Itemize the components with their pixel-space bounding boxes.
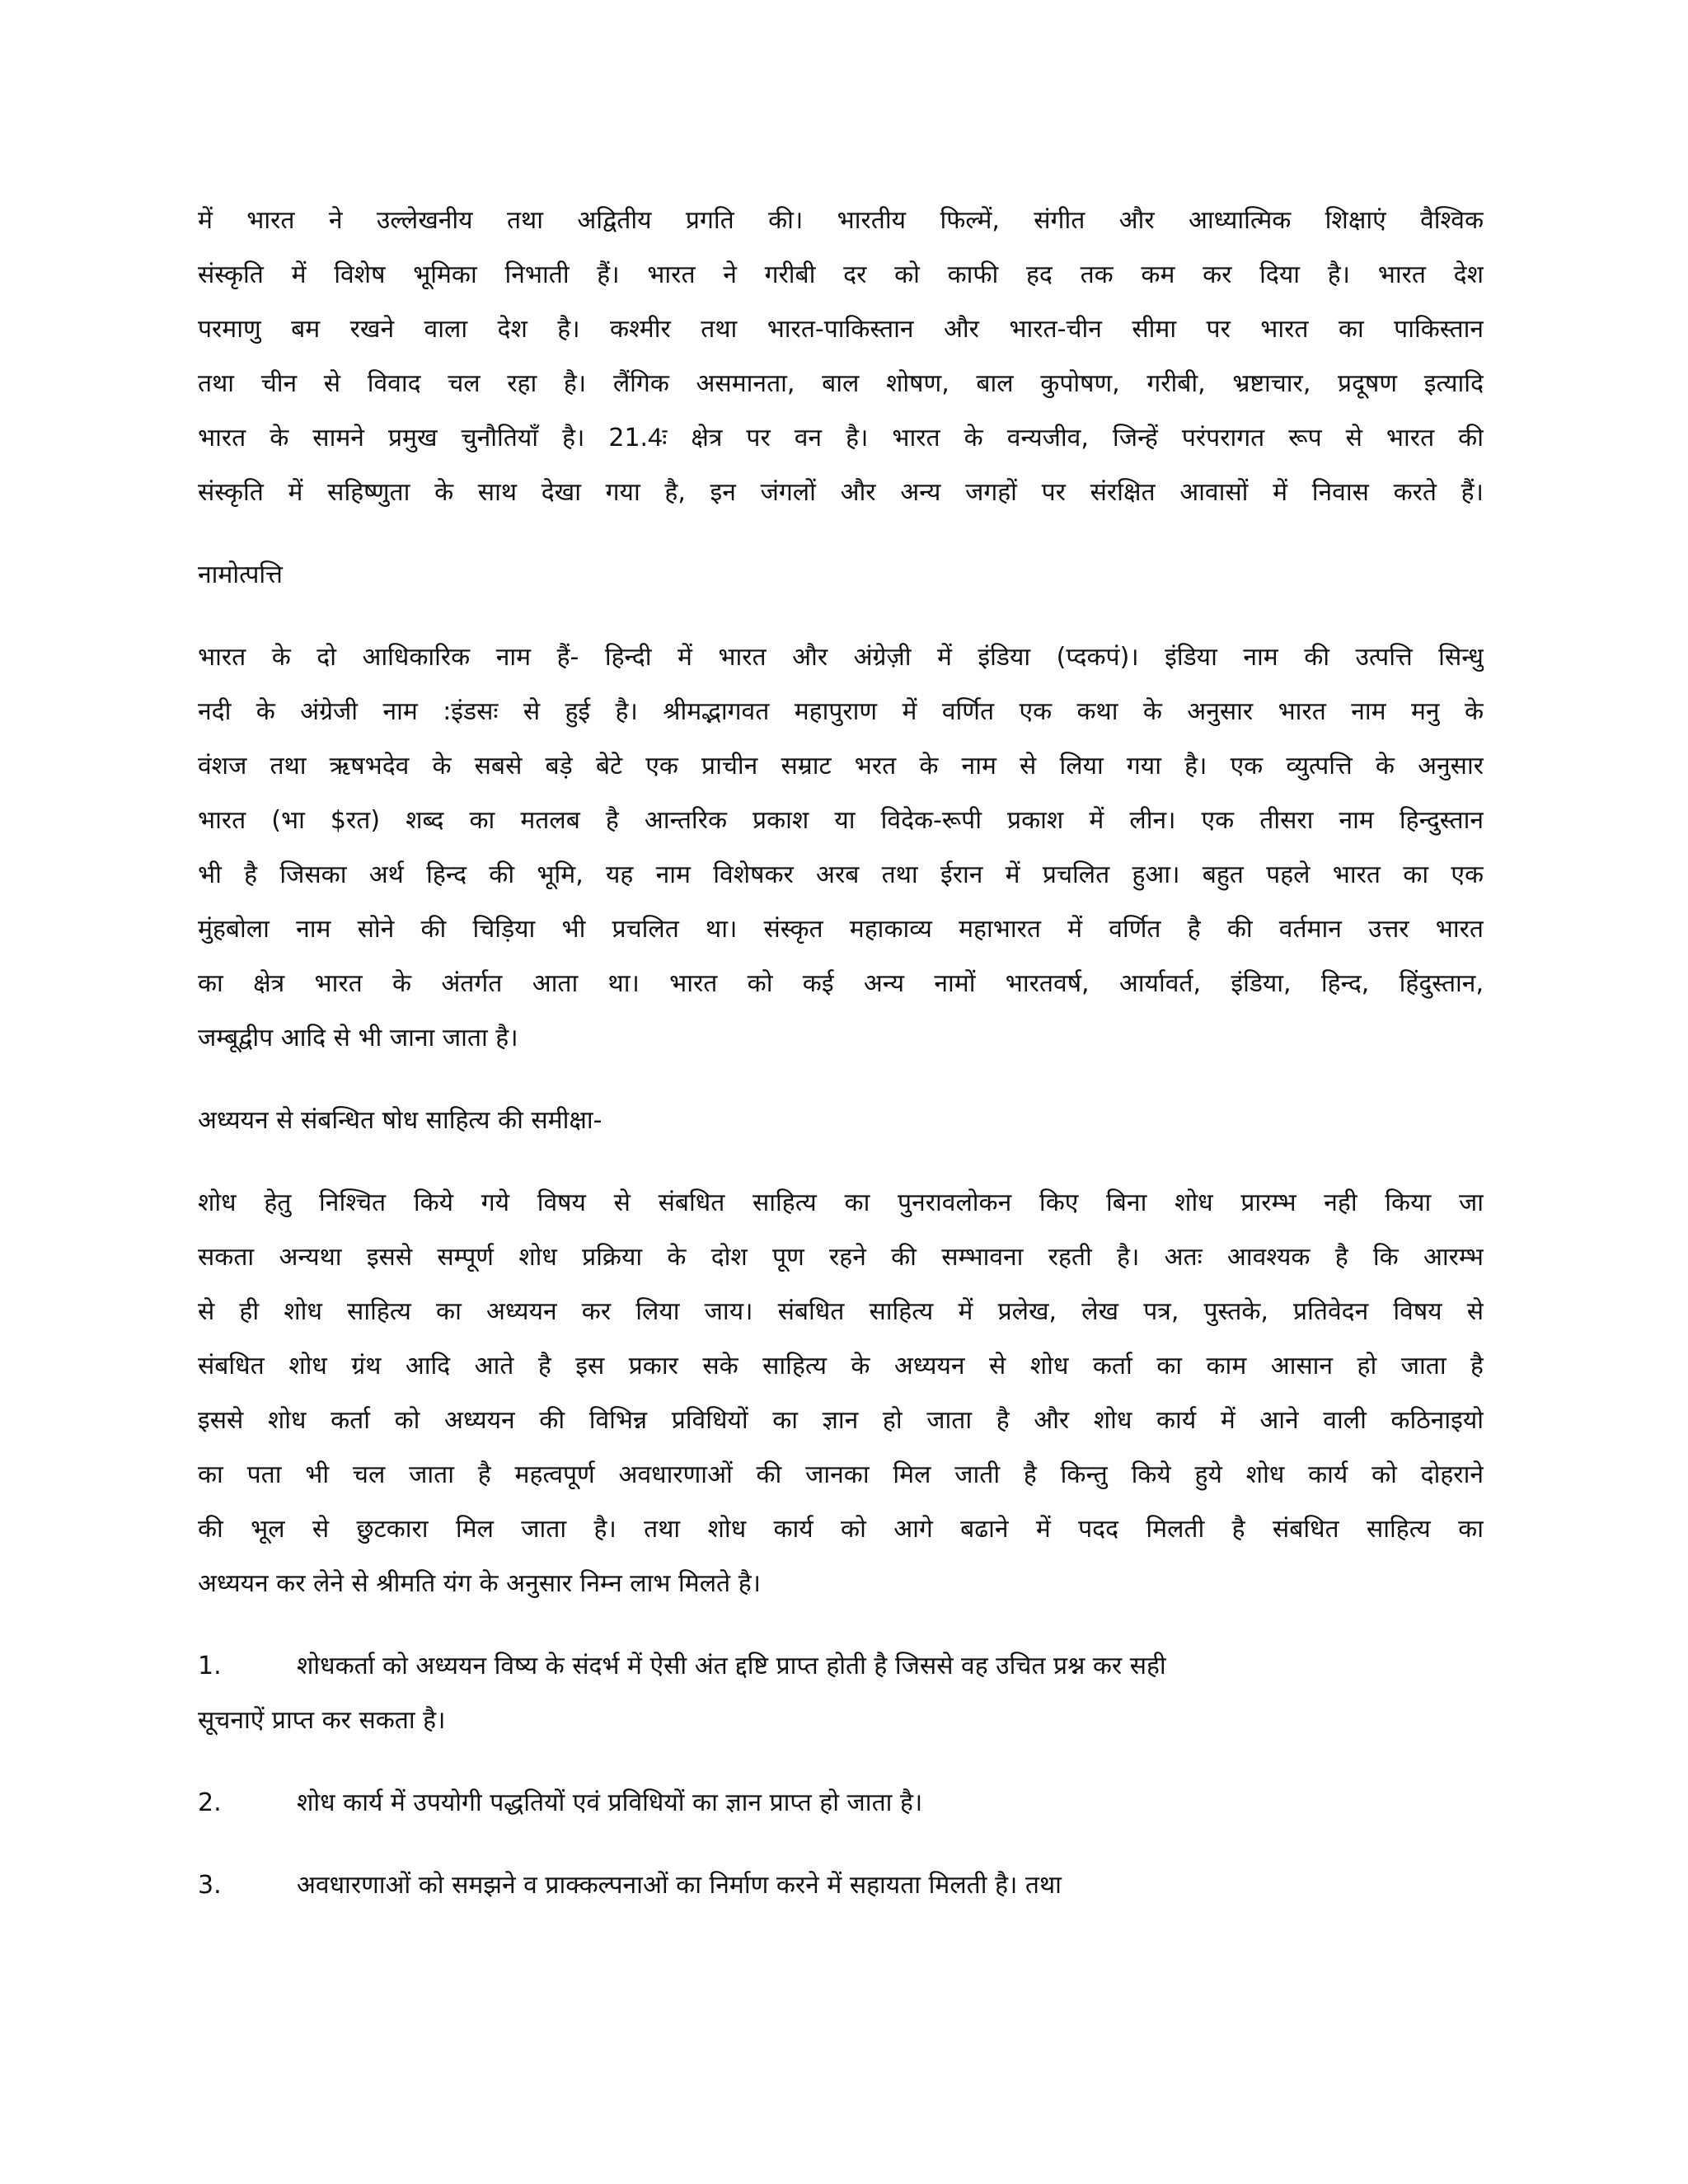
text-line: संस्कृति में विशेष भूमिका निभाती हैं। भारत ने गरीबी दर को काफी हद तक कम कर दिया है। भारत देश <box>198 260 1484 289</box>
text-line: संबधित शोध ग्रंथ आदि आते है इस प्रकार सके साहित्य के अध्ययन से शोध कर्ता का काम आसान हो जाता है <box>198 1352 1484 1380</box>
text-line: तथा चीन से विवाद चल रहा है। लैंगिक असमानता, बाल शोषण, बाल कुपोषण, गरीबी, भ्रष्टाचार, प्रदूषण इत्यादि <box>198 369 1484 398</box>
list-text: सूचनाऐं प्राप्त कर सकता है। <box>198 1706 446 1735</box>
text-line: से ही शोध साहित्य का अध्ययन कर लिया जाय। संबधित साहित्य में प्रलेख, लेख पत्र, पुस्तके, प्रतिवेदन विषय से <box>198 1297 1484 1326</box>
text-line: सकता अन्यथा इससे सम्पूर्ण शोध प्रक्रिया के दोश पूण रहने की सम्भावना रहती है। अतः आवश्यक है कि आरम्भ <box>198 1243 1484 1272</box>
text-line: वंशज तथा ऋषभदेव के सबसे बड़े बेटे एक प्राचीन सम्राट भरत के नाम से लिया गया है। एक व्युत्पत्ति के अनुसार <box>198 752 1484 780</box>
list-number: 1. <box>198 1652 222 1680</box>
text-line: का क्षेत्र भारत के अंतर्गत आता था। भारत को कई अन्य नामों भारतवर्ष, आर्यावर्त, इंडिया, हिन्द, हिंदुस्तान, <box>198 969 1484 998</box>
paragraph-literature-review <box>198 1176 1484 1611</box>
list-text: शोधकर्ता को अध्ययन विष्य के संदर्भ में ऐसी अंत द्दष्टि प्राप्त होती है जिससे वह उचित प्रश्न कर सही <box>297 1652 1166 1680</box>
text-line: शोध हेतु निश्चित किये गये विषय से संबधित साहित्य का पुनरावलोकन किए बिना शोध प्रारम्भ नही किया जा <box>198 1188 1484 1217</box>
paragraph-intro <box>198 194 1484 520</box>
section-heading: नामोत्पत्ति <box>198 560 283 589</box>
text-line: का पता भी चल जाता है महत्वपूर्ण अवधारणाओं की जानका मिल जाती है किन्तु किये हुये शोध कार्य को दोहराने <box>198 1460 1484 1489</box>
heading-etymology <box>198 548 1484 602</box>
section-heading: अध्ययन से संबन्धित षोध साहित्य की समीक्षा- <box>198 1106 603 1135</box>
document-page <box>198 194 1484 1913</box>
text-line: इससे शोध कर्ता को अध्ययन की विभिन्न प्रविधियों का ज्ञान हो जाता है और शोध कार्य में आने वाली कठिनाइयो <box>198 1406 1484 1435</box>
list-item <box>198 1639 1484 1748</box>
list-text: शोध कार्य में उपयोगी पद्धतियों एवं प्रविधियों का ज्ञान प्राप्त हो जाता है। <box>297 1788 923 1817</box>
text-line: जम्बूद्वीप आदि से भी जाना जाता है। <box>198 1024 518 1052</box>
text-line: भारत के दो आधिकारिक नाम हैं- हिन्दी में भारत और अंग्रेज़ी में इंडिया (प्दकपं)। इंडिया नाम की उत्पत्ति सिन्धु <box>198 643 1484 672</box>
paragraph-etymology <box>198 630 1484 1066</box>
text-line: में भारत ने उल्लेखनीय तथा अद्वितीय प्रगति की। भारतीय फिल्में, संगीत और आध्यात्मिक शिक्षाएं वैश्विक <box>198 206 1484 235</box>
list-text: अवधारणाओं को समझने व प्राक्कल्पनाओं का निर्माण करने में सहायता मिलती है। तथा <box>297 1871 1062 1900</box>
text-line: भारत के सामने प्रमुख चुनौतियाँ है। 21.4ः क्षेत्र पर वन है। भारत के वन्यजीव, जिन्हें परंपरागत रूप से भारत की <box>198 424 1484 452</box>
text-line: अध्ययन कर लेने से श्रीमति यंग के अनुसार निम्न लाभ मिलते है। <box>198 1569 761 1598</box>
text-line: की भूल से छुटकारा मिल जाता है। तथा शोध कार्य को आगे बढाने में पदद मिलती है संबधित साहित्य का <box>198 1515 1484 1544</box>
text-line: नदी के अंग्रेजी नाम :इंडसः से हुई है। श्रीमद्भागवत महापुराण में वर्णित एक कथा के अनुसार भारत नाम मनु के <box>198 697 1484 726</box>
text-line: परमाणु बम रखने वाला देश है। कश्मीर तथा भारत-पाकिस्तान और भारत-चीन सीमा पर भारत का पाकिस्तान <box>198 315 1484 344</box>
heading-literature-review <box>198 1094 1484 1148</box>
text-line: भी है जिसका अर्थ हिन्द की भूमि, यह नाम विशेषकर अरब तथा ईरान में प्रचलित हुआ। बहुत पहले भारत का एक <box>198 860 1484 889</box>
list-item <box>198 1858 1484 1913</box>
list-number: 2. <box>198 1788 222 1817</box>
text-line: भारत (भा $रत) शब्द का मतलब है आन्तरिक प्रकाश या विदेक-रूपी प्रकाश में लीन। एक तीसरा नाम हिन्दुस्तान <box>198 806 1484 835</box>
list-item <box>198 1776 1484 1830</box>
list-number: 3. <box>198 1871 222 1900</box>
text-line: संस्कृति में सहिष्णुता के साथ देखा गया है, इन जंगलों और अन्य जगहों पर संरक्षित आवासों में निवास करते हैं। <box>198 478 1484 507</box>
text-line: मुंहबोला नाम सोने की चिड़िया भी प्रचलित था। संस्कृत महाकाव्य महाभारत में वर्णित है की वर्तमान उत्तर भारत <box>198 915 1484 944</box>
